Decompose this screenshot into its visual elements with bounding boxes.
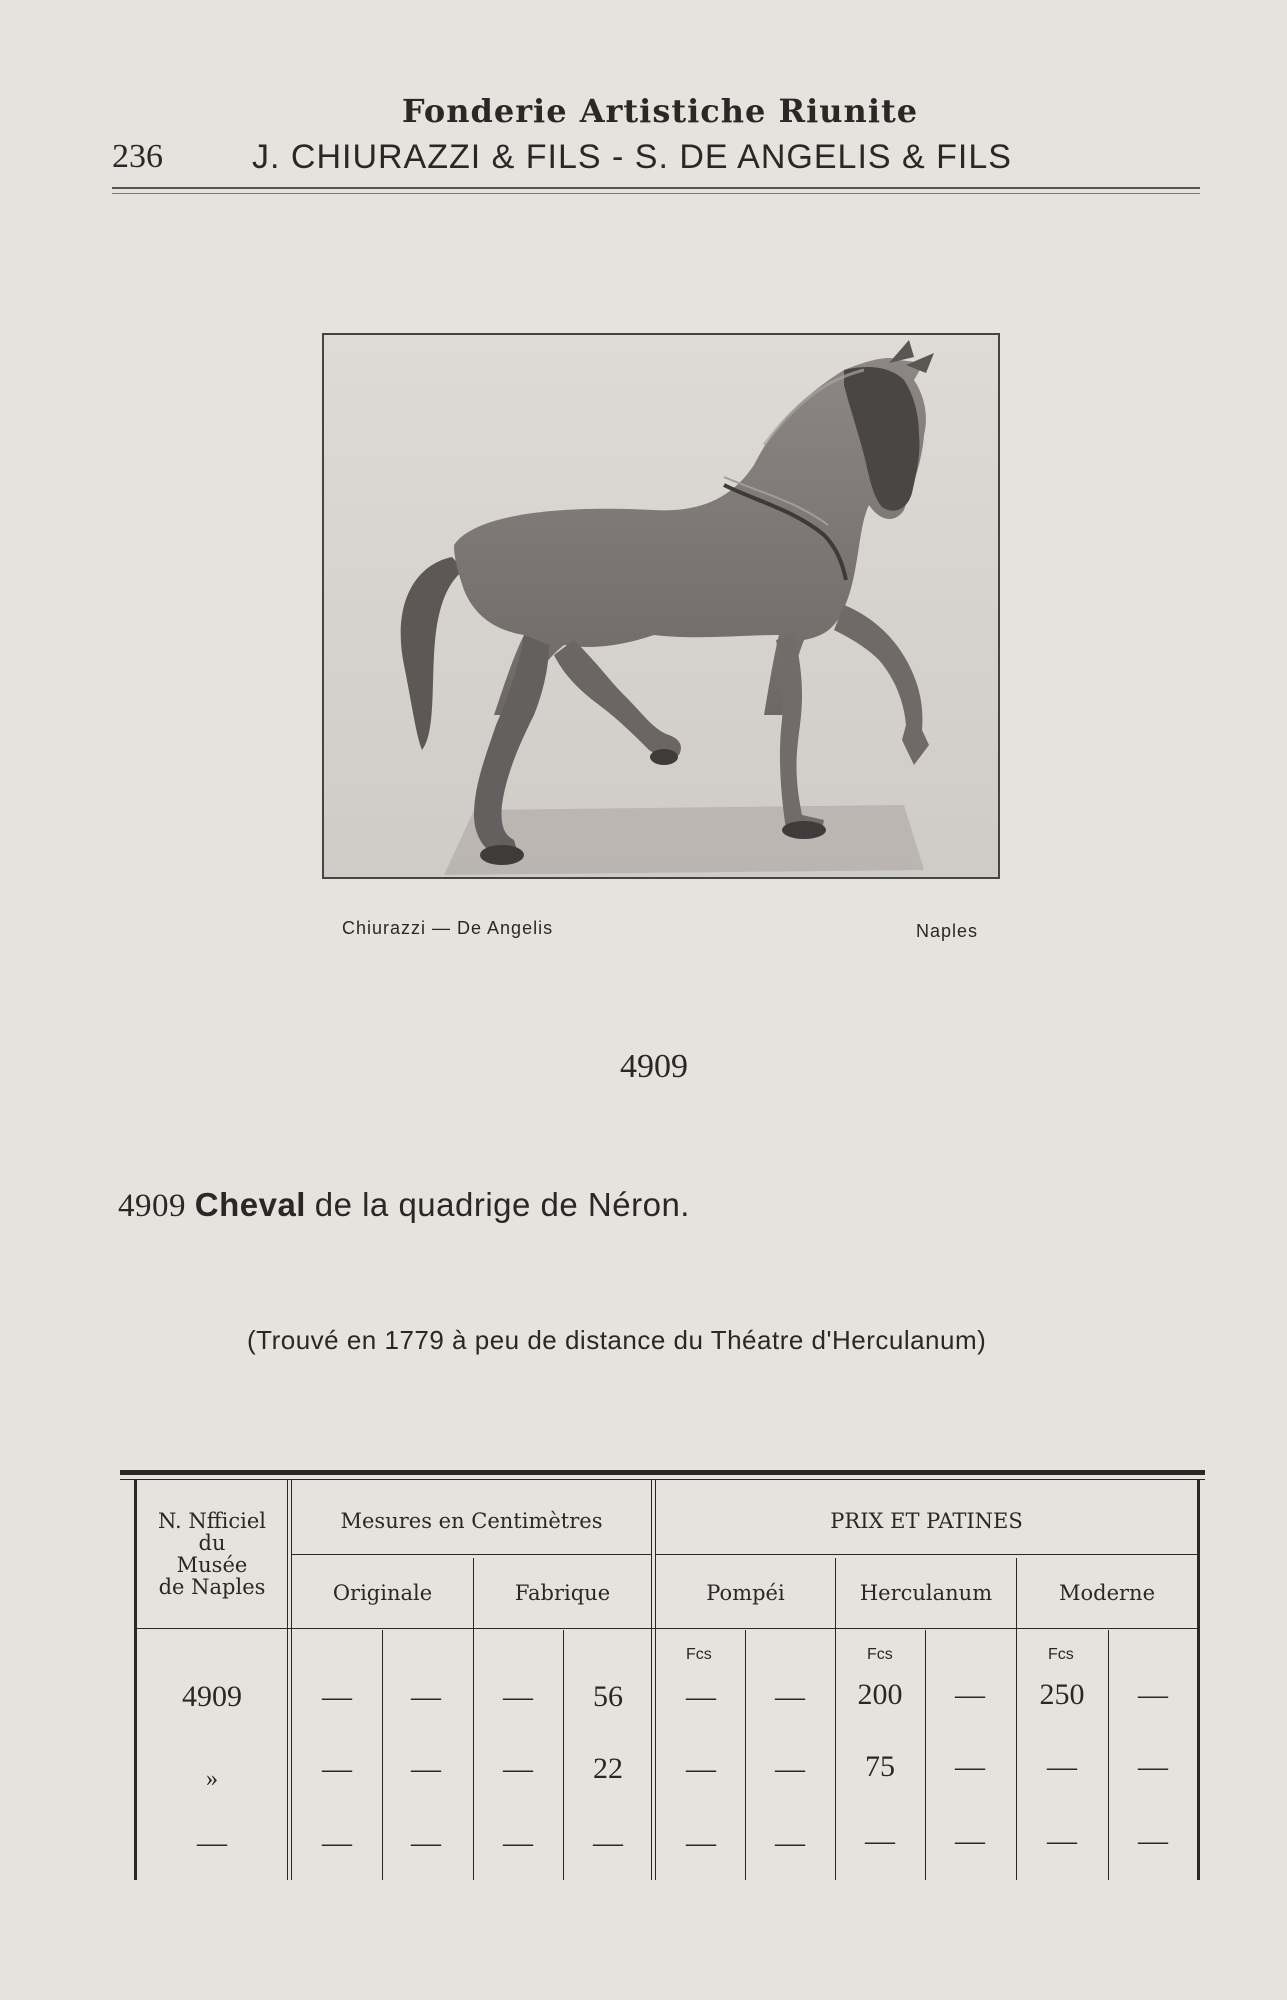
table-cell: —: [1047, 1824, 1077, 1857]
item-name: Cheval: [194, 1186, 306, 1223]
col-divider: [1108, 1630, 1109, 1880]
col-official-line4: de Naples: [158, 1575, 266, 1599]
horse-statue-photo: [322, 333, 1000, 879]
sub-fabrique: Fabrique: [514, 1581, 611, 1605]
page-number: 236: [112, 138, 163, 175]
photo-credit-right: Naples: [916, 921, 979, 941]
table-cell: 56: [593, 1680, 623, 1713]
item-description: de la quadrige de Néron.: [314, 1186, 690, 1223]
header-rule: [292, 1554, 651, 1555]
table-cell: —: [411, 1680, 441, 1713]
table-cell: —: [322, 1680, 352, 1713]
table-cell: —: [775, 1826, 805, 1859]
col-official-line2: du: [198, 1531, 226, 1555]
price-table: [120, 1470, 1205, 1880]
table-cell: 22: [593, 1752, 623, 1785]
sub-pompei: Pompéi: [706, 1581, 785, 1605]
item-number: 4909: [118, 1188, 186, 1224]
col-divider: [563, 1630, 564, 1880]
table-right-border: [1197, 1480, 1200, 1880]
table-cell: —: [411, 1752, 441, 1785]
group-mesures: Mesures en Centimètres: [340, 1509, 603, 1533]
col-official-line1: N. Nfficiel: [157, 1509, 266, 1533]
header-rule-thin: [112, 193, 1200, 194]
photo-credit-left: Chiurazzi — De Angelis: [342, 918, 554, 938]
header-rule: [112, 187, 1200, 189]
header-rule: [656, 1554, 1197, 1555]
item-title: [118, 1186, 690, 1225]
table-cell: —: [686, 1826, 716, 1859]
col-divider: [382, 1630, 383, 1880]
table-cell: —: [1138, 1824, 1168, 1857]
col-divider: [291, 1480, 292, 1880]
currency-moderne: Fcs: [1048, 1646, 1074, 1663]
sub-originale: Originale: [332, 1581, 433, 1605]
group-prix: PRIX ET PATINES: [830, 1509, 1023, 1533]
col-divider: [655, 1480, 656, 1880]
table-cell: —: [411, 1826, 441, 1859]
table-cell: 250: [1039, 1678, 1085, 1711]
table-cell: —: [865, 1824, 895, 1857]
table-cell: 4909: [182, 1680, 242, 1713]
col-divider: [1016, 1558, 1017, 1880]
table-cell: —: [503, 1752, 533, 1785]
col-divider: [835, 1558, 836, 1880]
col-official-line3: Musée: [176, 1553, 248, 1577]
table-top-rule: [120, 1470, 1205, 1475]
table-cell: —: [1138, 1750, 1168, 1783]
table-cell: —: [322, 1752, 352, 1785]
col-divider: [473, 1558, 474, 1880]
firm-subtitle: J. CHIURAZZI & FILS - S. DE ANGELIS & FILS: [252, 138, 1012, 176]
table-top-rule-thin: [120, 1479, 1205, 1480]
table-cell: —: [503, 1680, 533, 1713]
sub-herculanum: Herculanum: [859, 1581, 993, 1605]
sub-moderne: Moderne: [1058, 1581, 1155, 1605]
table-cell: —: [593, 1826, 623, 1859]
plate-number: 4909: [620, 1048, 688, 1085]
table-cell: —: [775, 1752, 805, 1785]
table-cell: 200: [857, 1678, 903, 1711]
col-divider: [651, 1480, 652, 1880]
col-divider: [925, 1630, 926, 1880]
table-cell: —: [503, 1826, 533, 1859]
table-cell: —: [955, 1678, 985, 1711]
table-cell: —: [955, 1824, 985, 1857]
table-cell: —: [775, 1680, 805, 1713]
firm-name: Fonderie Artistiche Riunite: [401, 92, 919, 130]
currency-herculanum: Fcs: [867, 1646, 893, 1663]
provenance-note: (Trouvé en 1779 à peu de distance du Théatre d'Herculanum): [247, 1325, 987, 1355]
col-divider: [287, 1480, 288, 1880]
table-cell: —: [197, 1826, 227, 1859]
table-cell: 75: [865, 1750, 895, 1783]
horse-statue-image: [324, 335, 998, 877]
table-cell: —: [686, 1680, 716, 1713]
col-divider: [745, 1630, 746, 1880]
table-cell: —: [1047, 1750, 1077, 1783]
table-cell: —: [1138, 1678, 1168, 1711]
table-cell: —: [686, 1752, 716, 1785]
currency-pompei: Fcs: [686, 1646, 712, 1663]
header-bottom-rule: [137, 1628, 1197, 1629]
table-cell: »: [206, 1766, 218, 1792]
table-cell: —: [955, 1750, 985, 1783]
table-cell: —: [322, 1826, 352, 1859]
